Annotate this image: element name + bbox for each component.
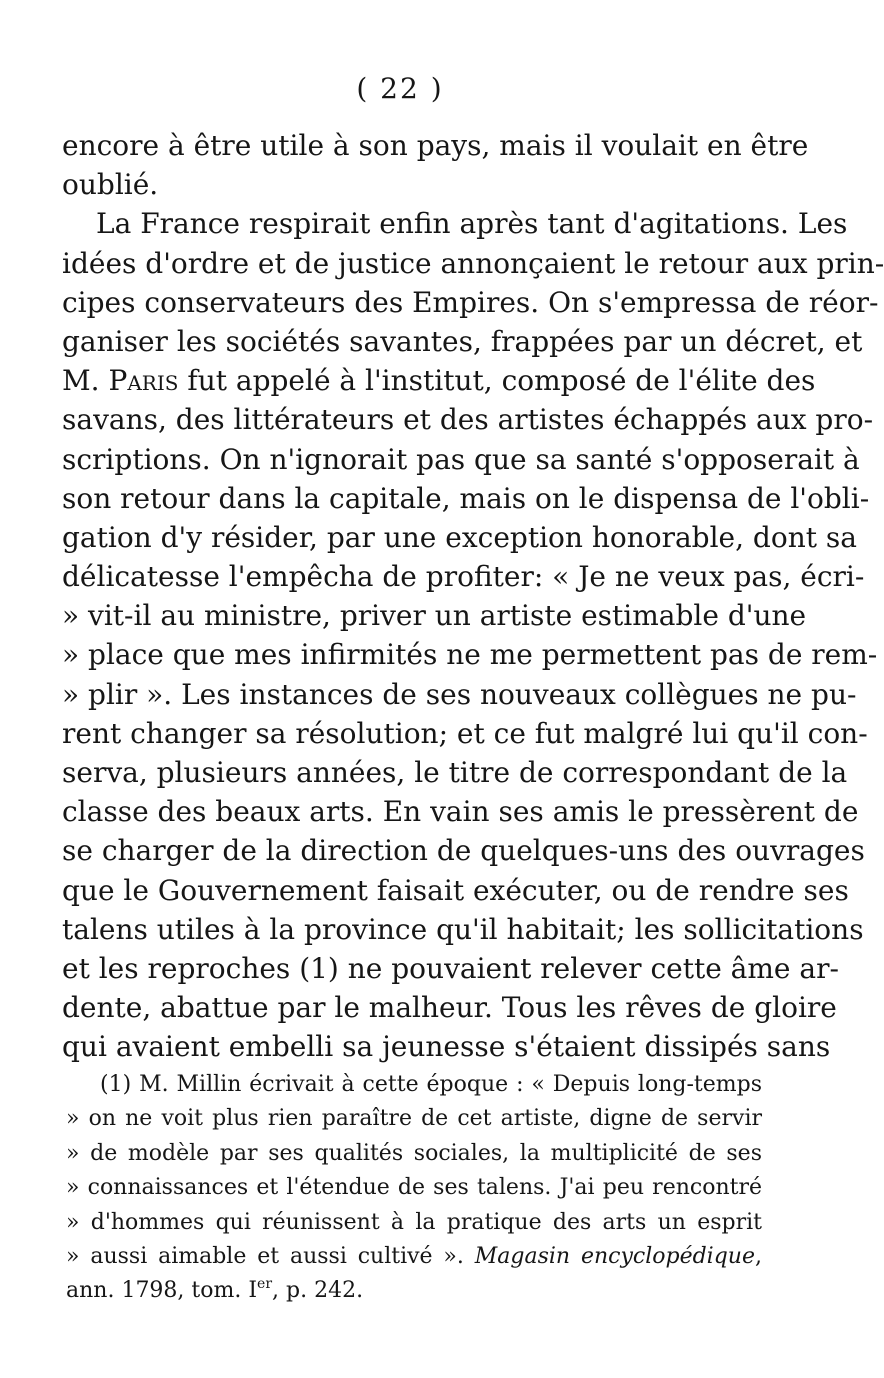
text-line: La France respirait enfin après tant d'agitations. Les: [96, 207, 848, 241]
text-line: gation d'y résider, par une exception honorable, dont sa: [62, 520, 857, 554]
text-line: scriptions. On n'ignorait pas que sa santé s'opposerait à: [62, 442, 860, 476]
text-line: dente, abattue par le malheur. Tous les rêves de gloire: [62, 991, 837, 1025]
page-number: ( 22 ): [356, 72, 444, 105]
text-line: se charger de la direction de quelques-uns des ouvrages: [62, 834, 865, 868]
text-segment: ann. 1798, tom. I: [66, 1278, 258, 1304]
text-line: » place que mes infirmités ne me permettent pas de rem-: [62, 638, 878, 672]
text-segment: , p. 242.: [272, 1278, 364, 1304]
text-line: talens utiles à la province qu'il habitait; les sollicitations: [62, 912, 864, 946]
footnote-line: [66, 1240, 762, 1274]
text-line: et les reproches (1) ne pouvaient relever cette âme ar-: [62, 951, 839, 985]
footnote-line: (1) M. Millin écrivait à cette époque : « Depuis long-temps: [100, 1072, 762, 1097]
text-line: savans, des littérateurs et des artistes échappés aux pro-: [62, 403, 874, 437]
footnote-line: » d'hommes qui réunissent à la pratique des arts un esprit: [66, 1209, 762, 1235]
text-line: serva, plusieurs années, le titre de correspondant de la: [62, 756, 848, 789]
text-line: » plir ». Les instances de ses nouveaux collègues ne pu-: [62, 677, 857, 711]
footnote-line: » de modèle par ses qualités sociales, la multiplicité de ses: [66, 1140, 762, 1166]
text-line: cipes conservateurs des Empires. On s'empressa de réor-: [62, 285, 879, 319]
author-name: Paris: [108, 364, 179, 398]
text-line: qui avaient embelli sa jeunesse s'étaient dissipés sans: [62, 1030, 831, 1064]
main-text: [62, 126, 884, 1067]
text-line: encore à être utile à son pays, mais il voulait en être: [62, 129, 809, 162]
text-line: ganiser les sociétés savantes, frappées par un décret, et: [62, 324, 863, 358]
footnote: [66, 1068, 762, 1309]
text-line: oublié.: [62, 168, 159, 202]
footnote-line: [66, 1274, 762, 1308]
footnote-line: » connaissances et l'étendue de ses talens. J'ai peu rencontré: [66, 1175, 762, 1201]
text-line: classe des beaux arts. En vain ses amis le pressèrent de: [62, 795, 859, 829]
text-segment: M.: [62, 364, 109, 398]
text-line: » vit-il au ministre, priver un artiste estimable d'une: [62, 599, 807, 633]
text-segment: ,: [755, 1243, 762, 1269]
journal-title: Magasin encyclopédique: [474, 1243, 755, 1269]
footnote-line: » on ne voit plus rien paraître de cet artiste, digne de servir: [66, 1106, 762, 1132]
text-segment: » aussi aimable et aussi cultivé ».: [66, 1243, 475, 1269]
text-line: [62, 361, 816, 400]
text-segment: fut appelé à l'institut, composé de l'élite des: [178, 364, 816, 398]
text-line: que le Gouvernement faisait exécuter, ou de rendre ses: [62, 873, 849, 907]
text-line: délicatesse l'empêcha de profiter: « Je ne veux pas, écri-: [62, 560, 865, 594]
text-line: son retour dans la capitale, mais on le dispensa de l'obli-: [62, 481, 870, 515]
text-line: idées d'ordre et de justice annonçaient le retour aux prin-: [62, 246, 884, 280]
superscript: er: [257, 1276, 273, 1293]
text-line: rent changer sa résolution; et ce fut malgré lui qu'il con-: [62, 716, 868, 750]
